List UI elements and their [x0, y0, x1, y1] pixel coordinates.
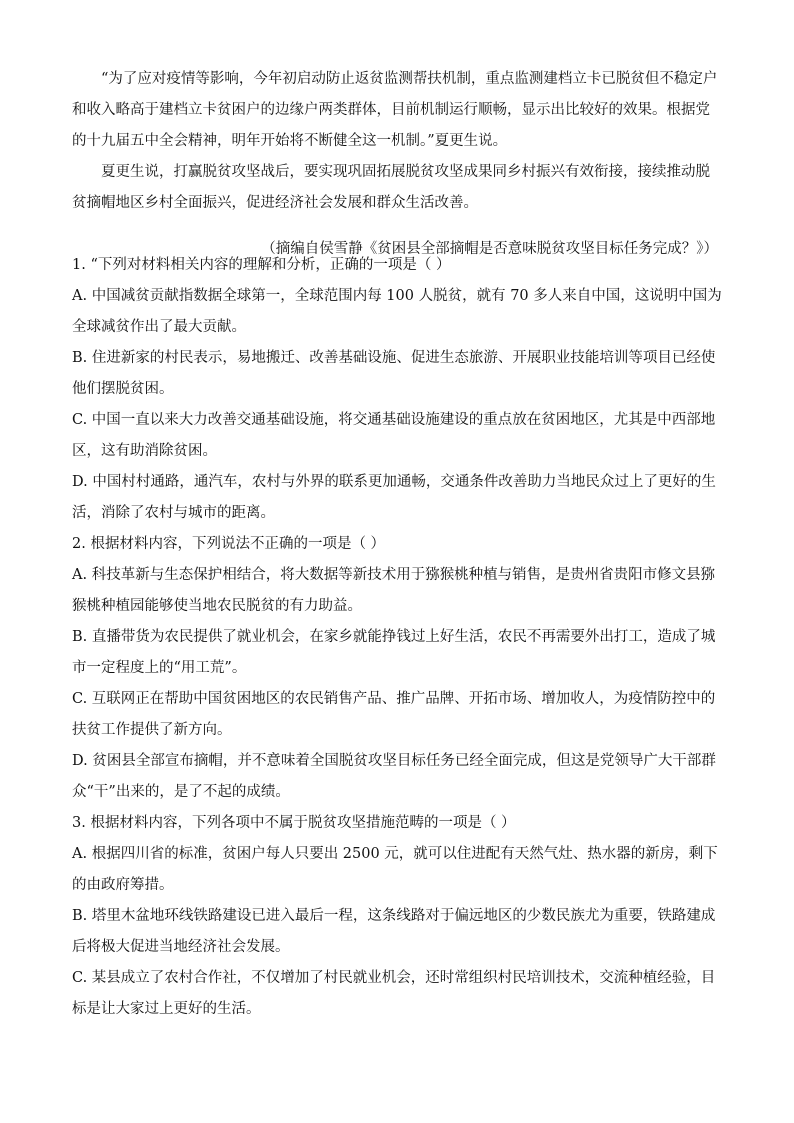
question-option: C. 互联网正在帮助中国贫困地区的农民销售产品、推广品牌、开拓市场、增加收人，为疫情防控中的扶贫工作提供了新方向。	[72, 691, 716, 738]
question-option: B. 直播带货为农民提供了就业机会，在家乡就能挣钱过上好生活，农民不再需要外出打工，造成了城市一定程度上的“用工荒”。	[72, 629, 716, 676]
question-option: B. 住进新家的村民表示，易地搬迁、改善基础设施、促进生态旅游、开展职业技能培训等项目已经使他们摆脱贫困。	[72, 350, 716, 397]
question-option: C. 中国一直以来大力改善交通基础设施，将交通基础设施建设的重点放在贫困地区，尤其是中西部地区，这有助消除贫困。	[72, 412, 716, 459]
passage-paragraph: 夏更生说，打赢脱贫攻坚战后，要实现巩固拓展脱贫攻坚成果同乡村振兴有效衔接，接续推动脱贫摘帽地区乡村全面振兴，促进经济社会发展和群众生活改善。	[72, 164, 710, 211]
passage-paragraph: “为了应对疫情等影响，今年初启动防止返贫监测帮扶机制，重点监测建档立卡已脱贫但不稳定户和收入略高于建档立卡贫困户的边缘户两类群体，目前机制运行顺畅，显示出比较好的效果。根据党的十九届五中全会精神，明年开始将不断健全这一机制。”夏更生说。	[72, 71, 718, 149]
question-option: A. 根据四川省的标准，贫困户每人只要出 2500 元，就可以住进配有天然气灶、热水器的新房，剩下的由政府筹措。	[72, 846, 718, 893]
question-option: D. 贫困县全部宣布摘帽，并不意味着全国脱贫攻坚目标任务已经全面完成，但这是党领导广大干部群众“干”出来的，是了不起的成绩。	[72, 753, 716, 800]
question-option: A. 中国减贫贡献指数据全球第一，全球范围内每 100 人脱贫，就有 70 多人来自中国，这说明中国为全球减贫作出了最大贡献。	[72, 288, 722, 335]
source-citation: （摘编自侯雪静《贫困县全部摘帽是否意味脱贫攻坚目标任务完成？》）	[261, 240, 718, 257]
question-stem: 1. “下列对材料相关内容的理解和分析，正确的一项是（ ）	[72, 257, 451, 273]
question-stem: 2. 根据材料内容，下列说法不正确的一项是（ ）	[72, 536, 386, 552]
question-option: D. 中国村村通路，通汽车，农村与外界的联系更加通畅，交通条件改善助力当地民众过上了更好的生活，消除了农村与城市的距离。	[72, 474, 716, 521]
question-option: A. 科技革新与生态保护相结合，将大数据等新技术用于猕猴桃种植与销售，是贵州省贵阳市修文县猕猴桃种植园能够使当地农民脱贫的有力助益。	[72, 567, 716, 614]
question-option: C. 某县成立了农村合作社，不仅增加了村民就业机会，还时常组织村民培训技术，交流种植经验，目标是让大家过上更好的生活。	[72, 970, 716, 1017]
question-stem: 3. 根据材料内容，下列各项中不属于脱贫攻坚措施范畴的一项是（ ）	[72, 815, 516, 831]
question-option: B. 塔里木盆地环线铁路建设已进入最后一程，这条线路对于偏远地区的少数民族尤为重要，铁路建成后将极大促进当地经济社会发展。	[72, 908, 716, 955]
